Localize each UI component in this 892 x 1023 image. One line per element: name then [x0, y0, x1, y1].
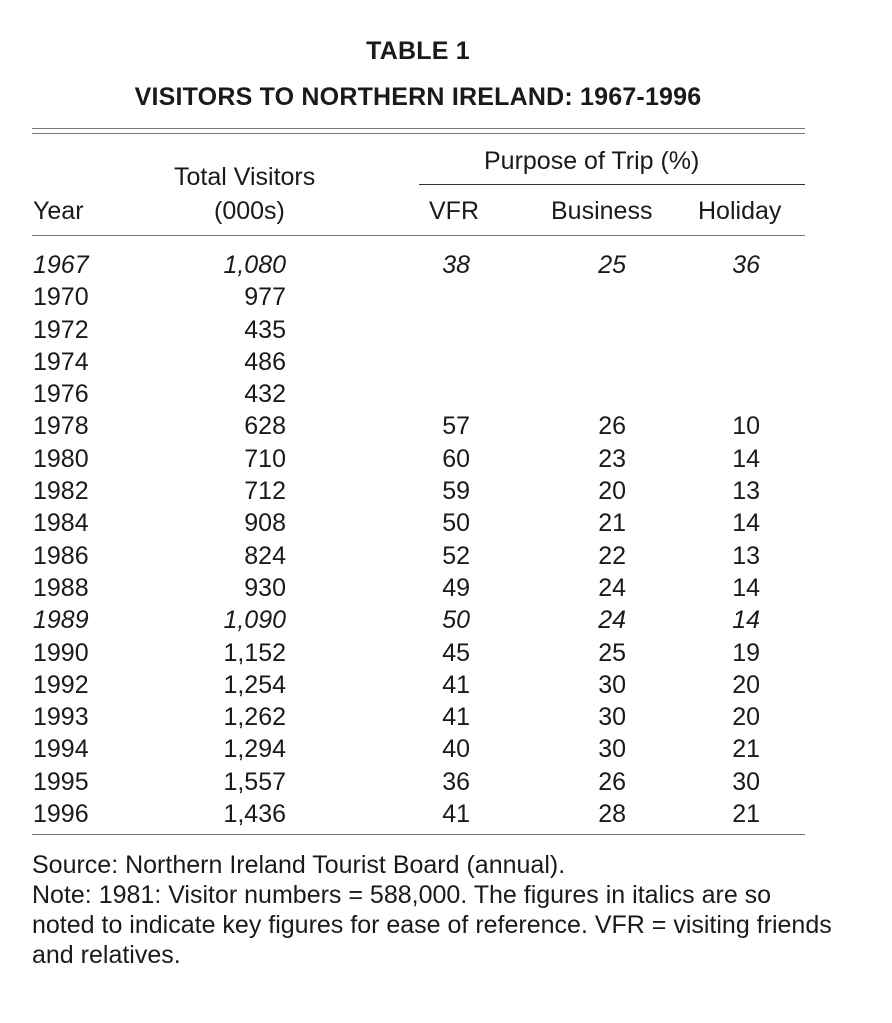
bottom-rule: [32, 834, 805, 835]
cell-total-visitors: 1,254: [223, 670, 286, 699]
table-row: [0, 540, 892, 572]
cell-business: 24: [598, 573, 626, 602]
cell-total-visitors: 1,262: [223, 703, 286, 732]
table-row: [0, 507, 892, 539]
cell-business: 20: [598, 477, 626, 506]
cell-year: 1984: [33, 509, 89, 538]
cell-total-visitors: 1,080: [223, 251, 286, 279]
table-row: [0, 798, 892, 830]
cell-vfr: 50: [442, 606, 470, 635]
top-rule: [32, 128, 805, 129]
cell-business: 22: [598, 541, 626, 570]
cell-vfr: 59: [442, 477, 470, 506]
cell-total-visitors: 486: [244, 347, 286, 376]
cell-holiday: 14: [732, 509, 760, 538]
cell-vfr: 50: [442, 509, 470, 538]
cell-year: 1993: [33, 703, 89, 732]
cell-business: 28: [598, 800, 626, 829]
cell-holiday: 14: [732, 573, 760, 602]
cell-holiday: 20: [732, 703, 760, 732]
table-row: [0, 249, 892, 281]
cell-total-visitors: 1,294: [223, 735, 286, 764]
table-subtitle: VISITORS TO NORTHERN IRELAND: 1967-1996: [134, 83, 702, 111]
cell-business: 25: [598, 251, 626, 279]
table-row: [0, 314, 892, 346]
cell-holiday: 21: [732, 800, 760, 829]
top-rule-second: [32, 133, 805, 134]
header-vfr: VFR: [429, 197, 479, 225]
cell-year: 1972: [33, 315, 89, 344]
table-title: TABLE 1: [366, 37, 470, 65]
cell-year: 1988: [33, 573, 89, 602]
source-note: Source: Northern Ireland Tourist Board (annual).: [32, 851, 566, 879]
table-row: [0, 443, 892, 475]
cell-total-visitors: 712: [244, 477, 286, 506]
header-holiday: Holiday: [698, 197, 782, 225]
cell-year: 1996: [33, 800, 89, 829]
table-row: [0, 604, 892, 636]
cell-holiday: 14: [732, 444, 760, 473]
cell-business: 24: [598, 606, 626, 635]
header-purpose: Purpose of Trip (%): [484, 147, 700, 175]
cell-business: 26: [598, 412, 626, 441]
cell-total-visitors: 432: [244, 380, 286, 409]
cell-business: 23: [598, 444, 626, 473]
cell-vfr: 38: [442, 251, 470, 279]
cell-holiday: 21: [732, 735, 760, 764]
table-row: [0, 281, 892, 313]
cell-business: 26: [598, 767, 626, 796]
cell-vfr: 60: [442, 444, 470, 473]
table-row: [0, 637, 892, 669]
cell-total-visitors: 710: [244, 444, 286, 473]
cell-holiday: 10: [732, 412, 760, 441]
cell-total-visitors: 1,436: [223, 800, 286, 829]
cell-year: 1980: [33, 444, 89, 473]
cell-total-visitors: 977: [244, 283, 286, 312]
notes: [32, 850, 832, 970]
cell-holiday: 20: [732, 670, 760, 699]
table-row: [0, 572, 892, 604]
cell-holiday: 14: [732, 606, 760, 635]
cell-vfr: 36: [442, 767, 470, 796]
cell-holiday: 13: [732, 477, 760, 506]
table-row: [0, 669, 892, 701]
header-total-line2: (000s): [214, 197, 285, 225]
header-rule: [32, 235, 805, 236]
cell-total-visitors: 435: [244, 315, 286, 344]
explanatory-note: Note: 1981: Visitor numbers = 588,000. The figures in italics are so noted to indicate key figures for ease of reference. VFR = visiting friends and relatives.: [32, 881, 832, 969]
cell-holiday: 36: [732, 251, 760, 279]
cell-year: 1974: [33, 347, 89, 376]
table-body: [0, 249, 892, 830]
cell-year: 1992: [33, 670, 89, 699]
cell-business: 30: [598, 703, 626, 732]
cell-holiday: 19: [732, 638, 760, 667]
cell-vfr: 40: [442, 735, 470, 764]
cell-vfr: 41: [442, 800, 470, 829]
cell-year: 1967: [33, 251, 89, 279]
cell-year: 1986: [33, 541, 89, 570]
table-row: [0, 475, 892, 507]
cell-year: 1970: [33, 283, 89, 312]
cell-total-visitors: 628: [244, 412, 286, 441]
cell-vfr: 41: [442, 703, 470, 732]
cell-year: 1995: [33, 767, 89, 796]
cell-total-visitors: 1,090: [223, 606, 286, 635]
cell-business: 25: [598, 638, 626, 667]
cell-year: 1982: [33, 477, 89, 506]
cell-total-visitors: 824: [244, 541, 286, 570]
cell-business: 30: [598, 670, 626, 699]
cell-year: 1976: [33, 380, 89, 409]
cell-business: 21: [598, 509, 626, 538]
cell-vfr: 49: [442, 573, 470, 602]
header-business: Business: [551, 197, 653, 225]
table-row: [0, 378, 892, 410]
cell-year: 1978: [33, 412, 89, 441]
cell-vfr: 41: [442, 670, 470, 699]
table-row: [0, 766, 892, 798]
cell-total-visitors: 1,557: [223, 767, 286, 796]
cell-business: 30: [598, 735, 626, 764]
cell-total-visitors: 1,152: [223, 638, 286, 667]
purpose-rule: [419, 184, 805, 185]
cell-vfr: 52: [442, 541, 470, 570]
cell-year: 1990: [33, 638, 89, 667]
cell-vfr: 57: [442, 412, 470, 441]
cell-vfr: 45: [442, 638, 470, 667]
header-total-line1: Total Visitors: [174, 163, 316, 191]
table-row: [0, 346, 892, 378]
table-row: [0, 733, 892, 765]
cell-year: 1989: [33, 606, 89, 635]
table-row: [0, 701, 892, 733]
cell-year: 1994: [33, 735, 89, 764]
cell-total-visitors: 908: [244, 509, 286, 538]
cell-total-visitors: 930: [244, 573, 286, 602]
header-year: Year: [33, 197, 84, 225]
cell-holiday: 13: [732, 541, 760, 570]
table-row: [0, 410, 892, 442]
cell-holiday: 30: [732, 767, 760, 796]
